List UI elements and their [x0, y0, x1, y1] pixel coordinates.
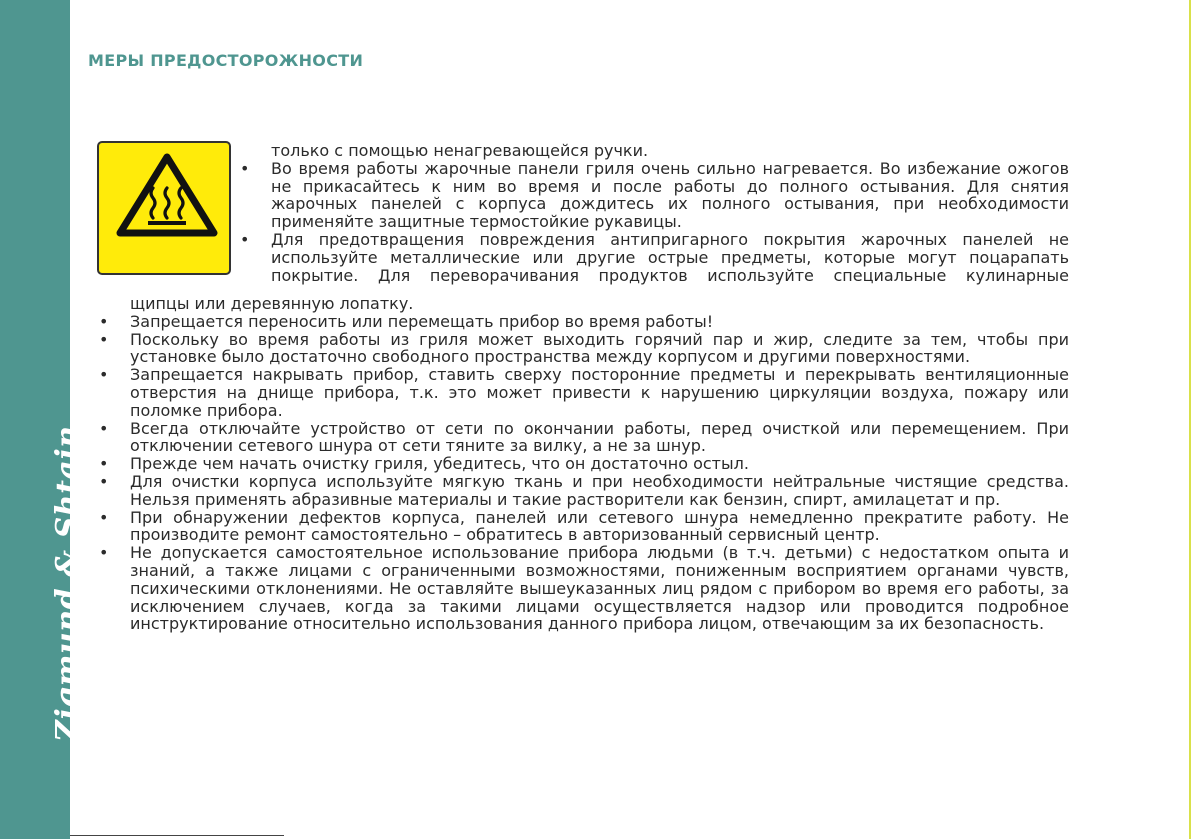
list-item: • При обнаружении дефектов корпуса, панелей или сетевого шнура немедленно прекратите работу. Не производите ремонт самостоятельно – обратитесь в авторизованный сервисный центр.: [130, 509, 1069, 545]
list-item: только с помощью ненагревающейся ручки.: [271, 141, 649, 160]
list-item: • Для очистки корпуса используйте мягкую ткань и при необходимости нейтральные чистящие средства. Нельзя применять абразивные материалы и такие растворители как бензин, спирт, амилацетат и пр.: [130, 473, 1069, 509]
bottom-edge-line: [70, 835, 284, 836]
list-item: • Для предотвращения повреждения антипригарного покрытия жарочных панелей не используйте металлические или другие острые предметы, которые могут поцарапать покрытие. Для переворачивания продуктов используйте специальные кулинарные: [271, 231, 1069, 284]
warning-triangle-icon: [99, 143, 229, 273]
hot-surface-warning-icon: [97, 141, 231, 275]
list-item: • Не допускается самостоятельное использование прибора людьми (в т.ч. детьми) с недостатком опыта и знаний, а также лицами с ограниченными возможностями, пониженным восприятием органами чувств, психическими отклонениями. Не оставляйте вышеуказанных лиц рядом с прибором во время его работы, за исключением случаев, когда за такими лицами осуществляется надзор или проводится подробное инструктирование относительно использования данного прибора лицом, отвечающим за их безопасность.: [130, 544, 1069, 633]
list-item: • Всегда отключайте устройство от сети по окончании работы, перед очисткой или перемещением. При отключении сетевого шнура от сети тяните за вилку, а не за шнур.: [130, 420, 1069, 456]
list-item: • Во время работы жарочные панели гриля очень сильно нагревается. Во избежание ожогов не прикасайтесь к ним во время и после работы до полного остывания. Для снятия жарочных панелей с корпуса дождитесь их полного остывания, при необходимости применяйте защитные термостойкие рукавицы.: [271, 160, 1069, 231]
brand-logo: Zigmund & Shtain: [50, 425, 85, 742]
list-item: щипцы или деревянную лопатку.: [130, 294, 414, 313]
precautions-list: [130, 295, 1069, 633]
list-item: • Запрещается переносить или перемещать прибор во время работы!: [130, 313, 1069, 331]
list-item: • Прежде чем начать очистку гриля, убедитесь, что он достаточно остыл.: [130, 455, 1069, 473]
brand-sidebar: [0, 0, 85, 839]
list-item: • Запрещается накрывать прибор, ставить сверху посторонние предметы и перекрывать вентиляционные отверстия на днище прибора, т.к. это может привести к нарушению циркуляции воздуха, пожару или поломке прибора.: [130, 366, 1069, 419]
warning-text-top: [271, 142, 1069, 284]
list-item: • Поскольку во время работы из гриля может выходить горячий пар и жир, следите за тем, чтобы при установке было достаточно свободного пространства между корпусом и другими поверхностями.: [130, 331, 1069, 367]
page-title: МЕРЫ ПРЕДОСТОРОЖНОСТИ: [88, 51, 364, 70]
